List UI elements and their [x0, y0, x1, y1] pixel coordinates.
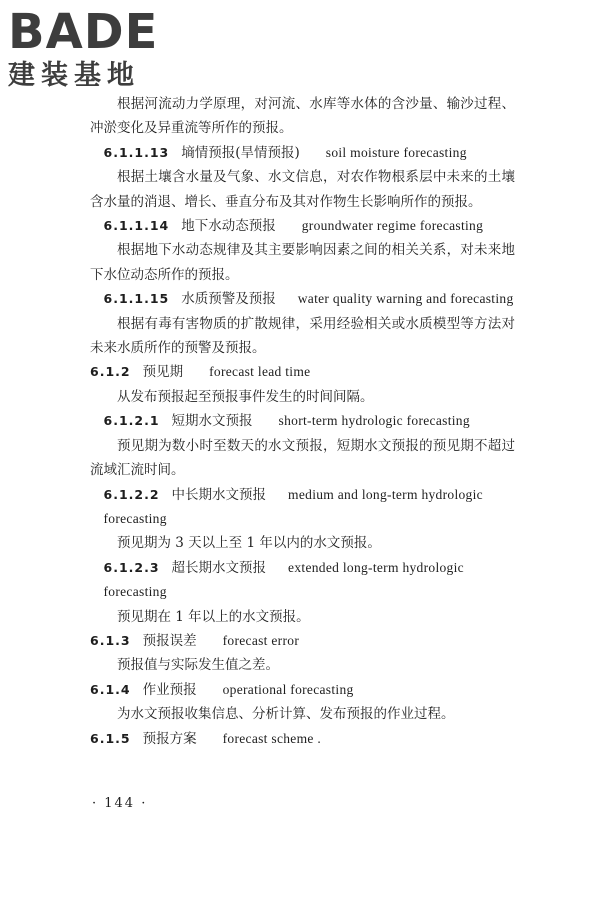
bade-logo	[8, 6, 178, 92]
definition-paragraph: 根据地下水动态规律及其主要影响因素之间的相关关系，对未来地下水位动态所作的预报。	[90, 242, 515, 283]
term-number: 6.1.1.13	[103, 144, 170, 160]
term-number: 6.1.3	[90, 632, 131, 648]
definition-paragraph: 根据土壤含水量及气象、水文信息，对农作物根系层中未来的土壤含水量的消退、增长、垂直分布及其对作物生长影响所作的预报。	[90, 169, 515, 210]
term-english: forecast error	[222, 632, 300, 648]
term-number: 6.1.2.3	[103, 559, 160, 575]
term-chinese: 水质预警及预报	[181, 291, 276, 308]
term-heading	[90, 678, 515, 702]
term-english: operational forecasting	[222, 681, 354, 697]
document-body	[90, 92, 515, 751]
term-heading	[90, 360, 515, 384]
term-number: 6.1.4	[90, 681, 131, 697]
term-english: groundwater regime forecasting	[301, 218, 484, 234]
definition-paragraph: 预见期在 1 年以上的水文预报。	[117, 608, 310, 625]
term-chinese: 中长期水文预报	[171, 486, 267, 503]
definition-paragraph: 根据有毒有害物质的扩散规律，采用经验相关或水质模型等方法对未来水质所作的预警及预报。	[90, 315, 515, 357]
term-chinese: 作业预报	[142, 681, 197, 698]
definition-paragraph: 预见期为 3 天以上至 1 年以内的水文预报。	[117, 535, 381, 552]
term-number: 6.1.1.14	[103, 218, 170, 234]
term-english: forecast lead time	[209, 364, 311, 380]
term-heading	[90, 409, 515, 433]
logo-wordmark: BADE	[8, 4, 159, 60]
term-chinese: 地下水动态预报	[181, 218, 276, 235]
term-heading	[90, 141, 515, 165]
definition-paragraph: 为水文预报收集信息、分析计算、发布预报的作业过程。	[117, 706, 455, 723]
term-chinese: 墒情预报(旱情预报)	[181, 144, 300, 161]
term-chinese: 预见期	[142, 364, 184, 381]
term-english: short-term hydrologic forecasting	[278, 413, 470, 429]
term-chinese: 预报方案	[142, 730, 197, 747]
term-chinese: 短期水文预报	[171, 413, 253, 430]
term-chinese: 超长期水文预报	[171, 559, 267, 576]
term-number: 6.1.2.1	[103, 413, 160, 429]
logo-subtitle: 建装基地	[8, 60, 140, 91]
term-number: 6.1.2.2	[103, 486, 160, 502]
term-english: soil moisture forecasting	[325, 144, 467, 160]
term-english: forecast scheme .	[222, 730, 322, 746]
definition-paragraph: 根据河流动力学原理，对河流、水库等水体的含沙量、输沙过程、冲淤变化及异重流等所作的预报。	[90, 96, 515, 137]
term-number: 6.1.1.15	[103, 291, 170, 307]
term-heading	[90, 483, 515, 532]
term-chinese: 预报误差	[142, 632, 197, 649]
definition-paragraph: 预报值与实际发生值之差。	[117, 657, 279, 674]
term-heading	[90, 556, 515, 605]
term-heading	[90, 287, 515, 311]
term-heading	[90, 214, 515, 238]
term-english: water quality warning and forecasting	[297, 291, 514, 307]
definition-paragraph: 从发布预报起至预报事件发生的时间间隔。	[117, 388, 374, 405]
term-english: medium and long-term hydrologic forecasting	[103, 486, 483, 526]
term-number: 6.1.2	[90, 364, 131, 380]
term-heading	[90, 629, 515, 653]
term-english: extended long-term hydrologic forecasting	[103, 559, 464, 600]
term-heading	[90, 727, 515, 751]
page-number: · 144 ·	[92, 796, 148, 811]
term-number: 6.1.5	[90, 730, 131, 746]
definition-paragraph: 预见期为数小时至数天的水文预报，短期水文预报的预见期不超过流域汇流时间。	[90, 437, 515, 479]
